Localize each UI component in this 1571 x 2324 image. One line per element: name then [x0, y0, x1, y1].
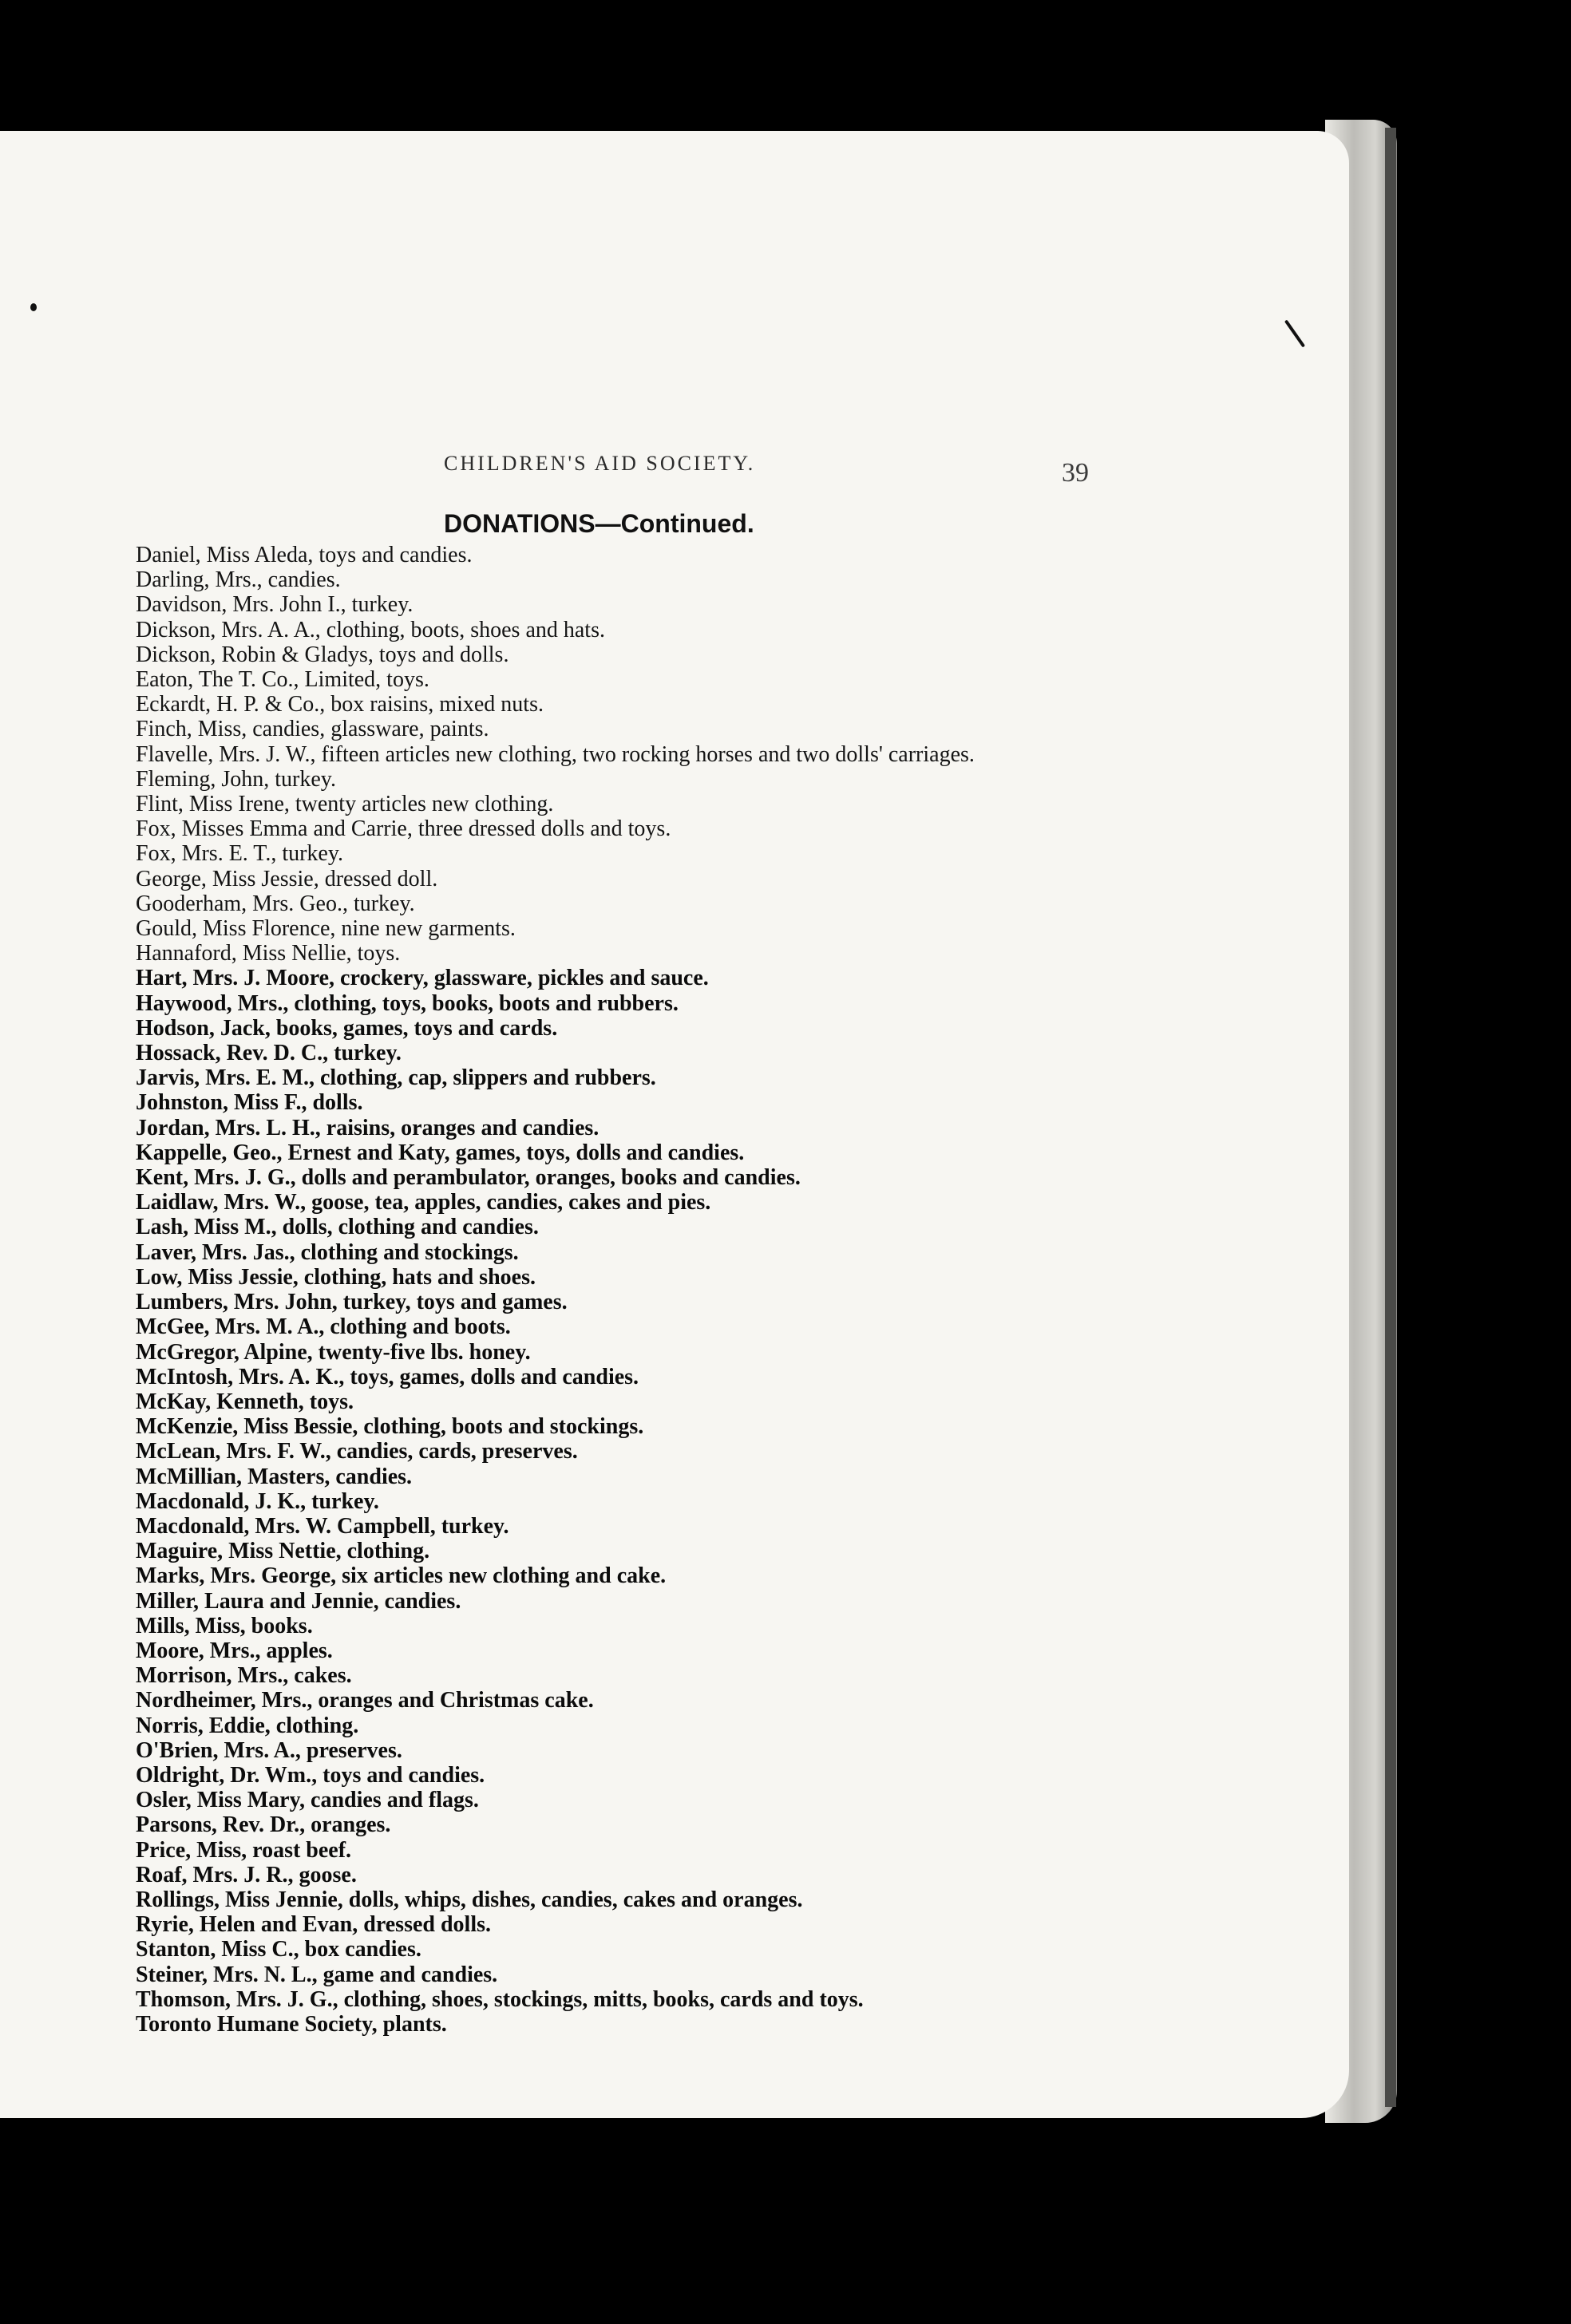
donation-entry: McIntosh, Mrs. A. K., toys, games, dolls and candies.	[136, 1364, 639, 1389]
donation-entry: McGregor, Alpine, twenty-five lbs. honey.	[136, 1339, 531, 1365]
donation-entry: McKenzie, Miss Bessie, clothing, boots and stockings.	[136, 1414, 644, 1440]
donation-entry: Hart, Mrs. J. Moore, crockery, glassware, pickles and sauce.	[136, 966, 709, 991]
donation-entry: Toronto Humane Society, plants.	[136, 2011, 447, 2037]
donation-entry: Gould, Miss Florence, nine new garments.	[136, 916, 516, 942]
donation-entry: Hodson, Jack, books, games, toys and cards.	[136, 1015, 558, 1041]
donation-entry: Finch, Miss, candies, glassware, paints.	[136, 717, 489, 742]
donation-entry: Macdonald, J. K., turkey.	[136, 1488, 379, 1514]
donation-entry: Parsons, Rev. Dr., oranges.	[136, 1812, 391, 1838]
section-title: DONATIONS—Continued.	[444, 509, 754, 538]
donation-entry: Eaton, The T. Co., Limited, toys.	[136, 667, 429, 693]
donation-entry: McLean, Mrs. F. W., candies, cards, preserves.	[136, 1439, 578, 1464]
donation-entry: Rollings, Miss Jennie, dolls, whips, dishes, candies, cakes and oranges.	[136, 1887, 803, 1912]
donation-entry: Ryrie, Helen and Evan, dressed dolls.	[136, 1912, 491, 1938]
donation-entry: Kappelle, Geo., Ernest and Katy, games, toys, dolls and candies.	[136, 1140, 745, 1165]
donation-entry: Fox, Misses Emma and Carrie, three dressed dolls and toys.	[136, 816, 671, 842]
donation-entry: Marks, Mrs. George, six articles new clothing and cake.	[136, 1563, 667, 1589]
donation-entry: Nordheimer, Mrs., oranges and Christmas cake.	[136, 1688, 594, 1713]
donation-entry: McKay, Kenneth, toys.	[136, 1389, 354, 1414]
donation-entry: Osler, Miss Mary, candies and flags.	[136, 1788, 479, 1813]
donation-entry: Morrison, Mrs., cakes.	[136, 1663, 352, 1689]
scanned-page	[0, 131, 1349, 2118]
donation-entry: Kent, Mrs. J. G., dolls and perambulator, oranges, books and candies.	[136, 1165, 801, 1191]
donation-entry: Flint, Miss Irene, twenty articles new clothing.	[136, 792, 554, 817]
scan-speck	[30, 303, 37, 311]
donation-entry: Lash, Miss M., dolls, clothing and candies.	[136, 1215, 539, 1240]
donation-entry: Fox, Mrs. E. T., turkey.	[136, 841, 344, 867]
donation-entry: Oldright, Dr. Wm., toys and candies.	[136, 1762, 485, 1788]
donation-entry: Macdonald, Mrs. W. Campbell, turkey.	[136, 1513, 509, 1539]
donation-entry: George, Miss Jessie, dressed doll.	[136, 866, 438, 891]
donation-entry: Flavelle, Mrs. J. W., fifteen articles new clothing, two rocking horses and two dolls' carriages.	[136, 741, 975, 767]
donation-entry: Johnston, Miss F., dolls.	[136, 1090, 363, 1116]
donation-entry: Davidson, Mrs. John I., turkey.	[136, 592, 414, 618]
donation-entry: Mills, Miss, books.	[136, 1613, 313, 1638]
donation-entry: Daniel, Miss Aleda, toys and candies.	[136, 543, 473, 567]
page-edge-shadow	[1385, 128, 1396, 2107]
donation-entry: Thomson, Mrs. J. G., clothing, shoes, stockings, mitts, books, cards and toys.	[136, 1986, 864, 2012]
page-number: 39	[1062, 458, 1089, 488]
donation-entry: Gooderham, Mrs. Geo., turkey.	[136, 891, 415, 916]
donation-entry: Hossack, Rev. D. C., turkey.	[136, 1041, 402, 1066]
donation-entry: Stanton, Miss C., box candies.	[136, 1937, 421, 1962]
donation-entry: Fleming, John, turkey.	[136, 766, 336, 792]
donation-entry: Haywood, Mrs., clothing, toys, books, boots and rubbers.	[136, 990, 679, 1016]
donation-entry: Dickson, Mrs. A. A., clothing, boots, shoes and hats.	[136, 617, 605, 642]
donation-entry: Dickson, Robin & Gladys, toys and dolls.	[136, 642, 509, 667]
running-head: CHILDREN'S AID SOCIETY.	[444, 452, 756, 475]
donation-entry: Norris, Eddie, clothing.	[136, 1713, 359, 1738]
donation-entry: Hannaford, Miss Nellie, toys.	[136, 941, 401, 966]
donation-entry: McMillian, Masters, candies.	[136, 1464, 413, 1489]
donation-entry: O'Brien, Mrs. A., preserves.	[136, 1737, 402, 1763]
donations-list	[136, 543, 1173, 2037]
donation-entry: Jordan, Mrs. L. H., raisins, oranges and candies.	[136, 1115, 600, 1140]
donation-entry: Maguire, Miss Nettie, clothing.	[136, 1539, 430, 1564]
donation-entry: Laidlaw, Mrs. W., goose, tea, apples, candies, cakes and pies.	[136, 1190, 711, 1215]
donation-entry: Low, Miss Jessie, clothing, hats and shoes.	[136, 1264, 536, 1290]
donation-entry: Lumbers, Mrs. John, turkey, toys and games.	[136, 1290, 568, 1315]
donation-entry: Steiner, Mrs. N. L., game and candies.	[136, 1962, 498, 1987]
donation-entry: Jarvis, Mrs. E. M., clothing, cap, slippers and rubbers.	[136, 1065, 656, 1091]
donation-entry: McGee, Mrs. M. A., clothing and boots.	[136, 1314, 511, 1340]
donation-entry: Moore, Mrs., apples.	[136, 1638, 333, 1663]
donation-entry: Miller, Laura and Jennie, candies.	[136, 1588, 461, 1614]
donation-entry: Price, Miss, roast beef.	[136, 1837, 352, 1863]
donation-entry: Laver, Mrs. Jas., clothing and stockings.	[136, 1239, 519, 1265]
donation-entry: Roaf, Mrs. J. R., goose.	[136, 1862, 357, 1887]
donation-entry: Darling, Mrs., candies.	[136, 567, 341, 593]
donation-entry: Eckardt, H. P. & Co., box raisins, mixed nuts.	[136, 692, 544, 717]
